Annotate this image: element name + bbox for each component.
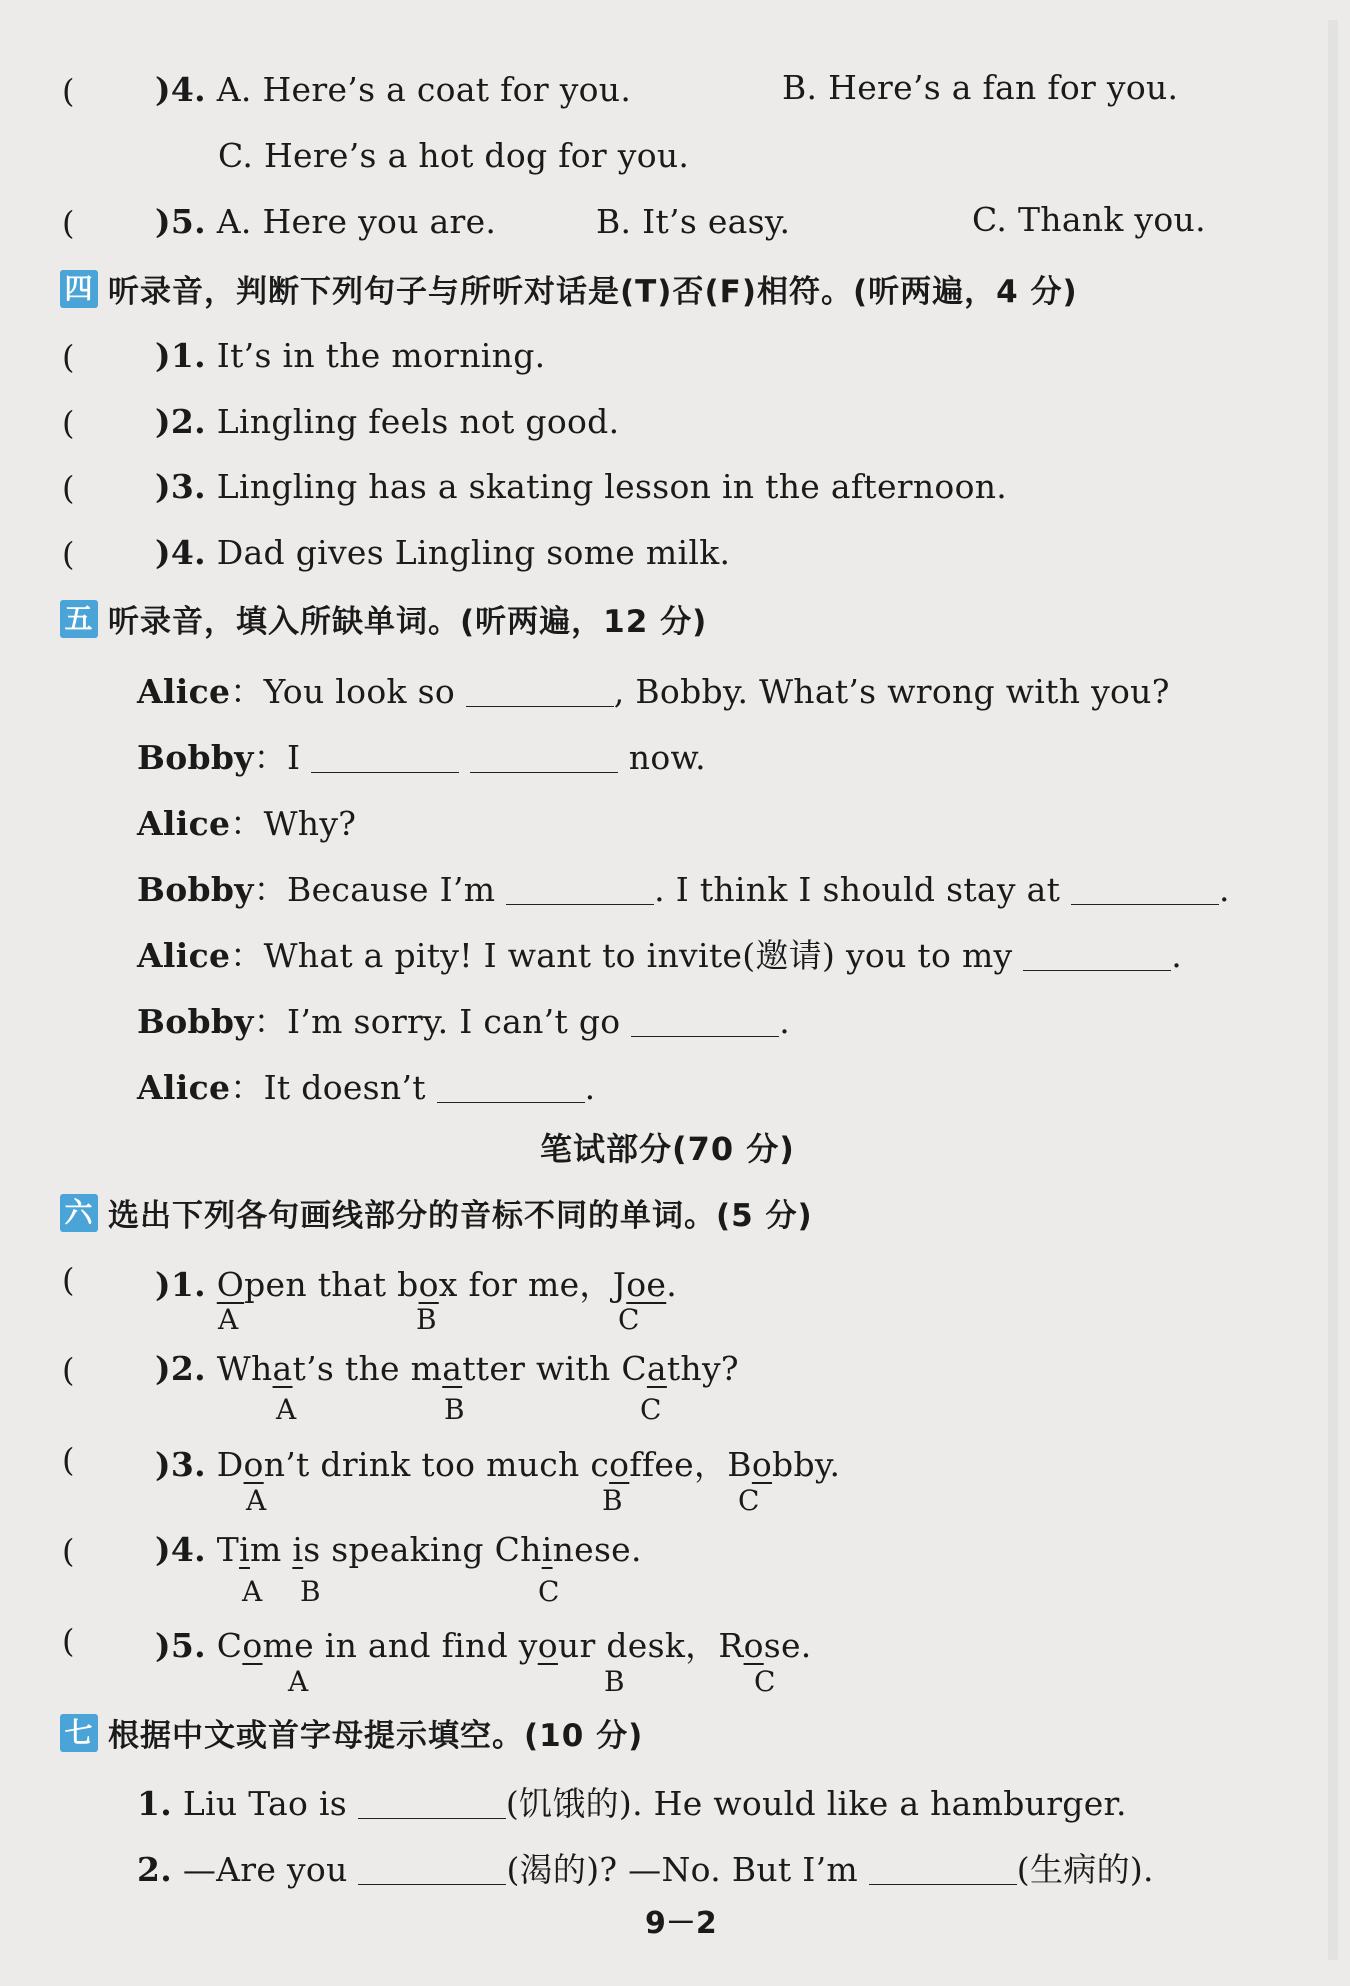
written-part-title: 笔试部分(70 分) <box>540 1130 795 1168</box>
blank-line[interactable] <box>437 1072 585 1103</box>
text: D <box>216 1445 244 1484</box>
text: se. <box>763 1626 812 1665</box>
list-item <box>155 336 545 375</box>
question-number: )1. <box>155 1265 206 1304</box>
item-text: Lingling feels not good. <box>216 402 620 441</box>
line-text: I <box>287 738 301 777</box>
text: . <box>666 1265 678 1304</box>
question-number: )4. <box>155 1530 206 1569</box>
item-text: (渴的)? —No. But I’m <box>506 1850 858 1889</box>
line-text: It doesn’t <box>263 1068 426 1107</box>
option-label-a: A <box>276 1393 297 1426</box>
dialogue-line <box>137 732 706 779</box>
line-text: . <box>1171 936 1183 975</box>
blank-line[interactable] <box>631 1006 779 1037</box>
answer-paren: ( <box>62 1351 75 1389</box>
section-badge: 四 <box>60 270 98 308</box>
text: m <box>249 1530 293 1569</box>
item-text: Dad gives Lingling some milk. <box>216 533 731 572</box>
option-label-a: A <box>246 1484 267 1517</box>
text: me in and find y <box>262 1626 538 1665</box>
question-number: )3. <box>155 467 206 506</box>
underlined-letters: O <box>216 1265 245 1304</box>
text: bby. <box>772 1445 841 1484</box>
item-text: (饥饿的). He would like a hamburger. <box>505 1784 1127 1823</box>
underlined-letters: oe <box>626 1265 667 1304</box>
question-4 <box>155 70 631 109</box>
underlined-letters: o <box>418 1265 439 1304</box>
colon: ： <box>230 936 264 975</box>
blank-line[interactable] <box>1071 874 1219 905</box>
answer-paren: ( <box>62 1441 75 1479</box>
blank-line[interactable] <box>311 742 459 773</box>
list-item <box>155 467 1007 506</box>
section-title: 听录音，填入所缺单词。(听两遍，12 分) <box>108 604 708 640</box>
line-text: . <box>1218 870 1230 909</box>
item-text: (生病的). <box>1016 1850 1154 1889</box>
line-text: now. <box>628 738 706 777</box>
colon: ： <box>253 870 288 909</box>
text: s speaking Ch <box>303 1530 542 1569</box>
answer-paren: ( <box>62 338 75 376</box>
list-item <box>155 402 619 441</box>
section-title: 根据中文或首字母提示填空。(10 分) <box>108 1718 644 1754</box>
list-item <box>155 1259 677 1306</box>
item-text: Liu Tao is <box>182 1784 348 1823</box>
section-title: 听录音，判断下列句子与所听对话是(T)否(F)相符。(听两遍，4 分) <box>108 274 1078 310</box>
option-label-b: B <box>602 1484 623 1517</box>
blank-line[interactable] <box>869 1854 1017 1885</box>
speaker-name: Alice <box>137 804 231 843</box>
line-text: . <box>779 1002 791 1041</box>
line-text: . I think I should stay at <box>654 870 1061 909</box>
question-number: )1. <box>155 336 206 375</box>
line-text: . <box>584 1068 596 1107</box>
underlined-letters: o <box>743 1626 764 1665</box>
blank-line[interactable] <box>358 1788 506 1819</box>
colon: ： <box>230 804 264 843</box>
option-label-a: A <box>242 1575 263 1608</box>
question-number: )4. <box>155 533 206 572</box>
option-label-b: B <box>416 1303 437 1336</box>
text: Wh <box>216 1349 273 1388</box>
dialogue-line <box>137 930 1182 977</box>
blank-line[interactable] <box>358 1854 506 1885</box>
item-text: —Are you <box>182 1850 348 1889</box>
option-a: A. Here you are. <box>216 202 497 241</box>
speaker-name: Bobby <box>137 870 254 909</box>
answer-paren: ( <box>62 72 75 110</box>
question-number: )5. <box>155 1626 206 1665</box>
option-label-c: C <box>618 1303 640 1336</box>
option-label-c: C <box>640 1393 662 1426</box>
dialogue-line <box>137 996 790 1043</box>
list-item <box>155 1349 739 1388</box>
section-5-heading <box>60 596 707 641</box>
underlined-letters: i <box>239 1530 250 1569</box>
option-b: B. Here’s a fan for you. <box>782 68 1179 107</box>
line-text: Because I’m <box>287 870 496 909</box>
answer-paren: ( <box>62 1261 75 1299</box>
dialogue-line <box>137 1062 595 1109</box>
speaker-name: Alice <box>137 1068 231 1107</box>
section-badge: 五 <box>60 600 98 638</box>
underlined-letters: a <box>442 1349 463 1388</box>
question-number: )4. <box>155 70 206 109</box>
answer-paren: ( <box>62 1532 75 1570</box>
section-4-heading <box>60 266 1078 311</box>
question-number: 2. <box>137 1850 173 1889</box>
question-number: 1. <box>137 1784 173 1823</box>
line-text: I’m sorry. I can’t go <box>287 1002 621 1041</box>
underlined-letters: i <box>292 1530 304 1569</box>
option-b: B. It’s easy. <box>596 202 791 241</box>
option-label-b: B <box>444 1393 465 1426</box>
speaker-name: Alice <box>137 936 231 975</box>
line-text: Why? <box>263 804 357 843</box>
colon: ： <box>230 672 264 711</box>
speaker-name: Alice <box>137 672 231 711</box>
blank-line[interactable] <box>506 874 654 905</box>
colon: ： <box>230 1068 264 1107</box>
underlined-letters: o <box>751 1445 773 1484</box>
option-label-a: A <box>288 1665 309 1698</box>
option-label-b: B <box>300 1575 321 1608</box>
underlined-letters: i <box>541 1530 553 1569</box>
line-text: , Bobby. What’s wrong with you? <box>613 672 1170 711</box>
text: n’t drink too much c <box>263 1445 610 1484</box>
question-number: )5. <box>155 202 206 241</box>
option-label-b: B <box>604 1665 625 1698</box>
text: thy? <box>666 1349 739 1388</box>
dialogue-line <box>137 864 1230 911</box>
line-text: What a pity! I want to invite(邀请) you to my <box>263 936 1013 975</box>
item-text: It’s in the morning. <box>216 336 546 375</box>
question-number: )2. <box>155 1349 206 1388</box>
underlined-letters: a <box>646 1349 667 1388</box>
section-title: 选出下列各句画线部分的音标不同的单词。(5 分) <box>108 1198 813 1234</box>
text: x for me，J <box>438 1265 627 1304</box>
underlined-letters: o <box>243 1445 264 1484</box>
underlined-letters: a <box>272 1349 293 1388</box>
text: ffee，B <box>629 1445 752 1484</box>
text: pen that b <box>244 1265 419 1304</box>
blank-line[interactable] <box>466 676 614 707</box>
question-number: )2. <box>155 402 206 441</box>
speaker-name: Bobby <box>137 738 254 777</box>
section-badge: 七 <box>60 1714 98 1752</box>
section-7-heading <box>60 1710 643 1755</box>
item-text: Lingling has a skating lesson in the afternoon. <box>216 467 1008 506</box>
option-c: C. Here’s a hot dog for you. <box>218 136 690 175</box>
underlined-letters: o <box>537 1626 558 1665</box>
line-text: You look so <box>263 672 455 711</box>
page-number: 9－2 <box>645 1906 717 1941</box>
answer-paren: ( <box>62 1622 75 1660</box>
colon: ： <box>253 1002 288 1041</box>
section-badge: 六 <box>60 1194 98 1232</box>
list-item <box>155 533 730 572</box>
answer-paren: ( <box>62 204 75 242</box>
option-label-c: C <box>538 1575 560 1608</box>
option-a: A. Here’s a coat for you. <box>216 70 632 109</box>
underlined-letters: o <box>609 1445 630 1484</box>
answer-paren: ( <box>62 404 75 442</box>
dialogue-line <box>137 798 356 845</box>
list-item <box>137 1844 1154 1891</box>
section-6-heading <box>60 1190 813 1235</box>
colon: ： <box>253 738 288 777</box>
answer-paren: ( <box>62 469 75 507</box>
underlined-letters: o <box>242 1626 263 1665</box>
list-item <box>137 1778 1127 1825</box>
option-label-c: C <box>738 1484 760 1517</box>
list-item <box>155 1530 642 1569</box>
text: tter with C <box>462 1349 647 1388</box>
option-label-c: C <box>754 1665 776 1698</box>
list-item <box>155 1620 812 1667</box>
option-c: C. Thank you. <box>972 200 1206 239</box>
text: t’s the m <box>292 1349 443 1388</box>
text: ur desk，R <box>557 1626 744 1665</box>
text: C <box>216 1626 243 1665</box>
answer-paren: ( <box>62 535 75 573</box>
blank-line[interactable] <box>1023 940 1171 971</box>
blank-line[interactable] <box>470 742 618 773</box>
text: T <box>216 1530 240 1569</box>
question-number: )3. <box>155 1445 206 1484</box>
question-5 <box>155 202 496 241</box>
list-item <box>155 1439 840 1486</box>
speaker-name: Bobby <box>137 1002 254 1041</box>
option-label-a: A <box>218 1303 239 1336</box>
text: nese. <box>552 1530 642 1569</box>
dialogue-line <box>137 666 1170 713</box>
